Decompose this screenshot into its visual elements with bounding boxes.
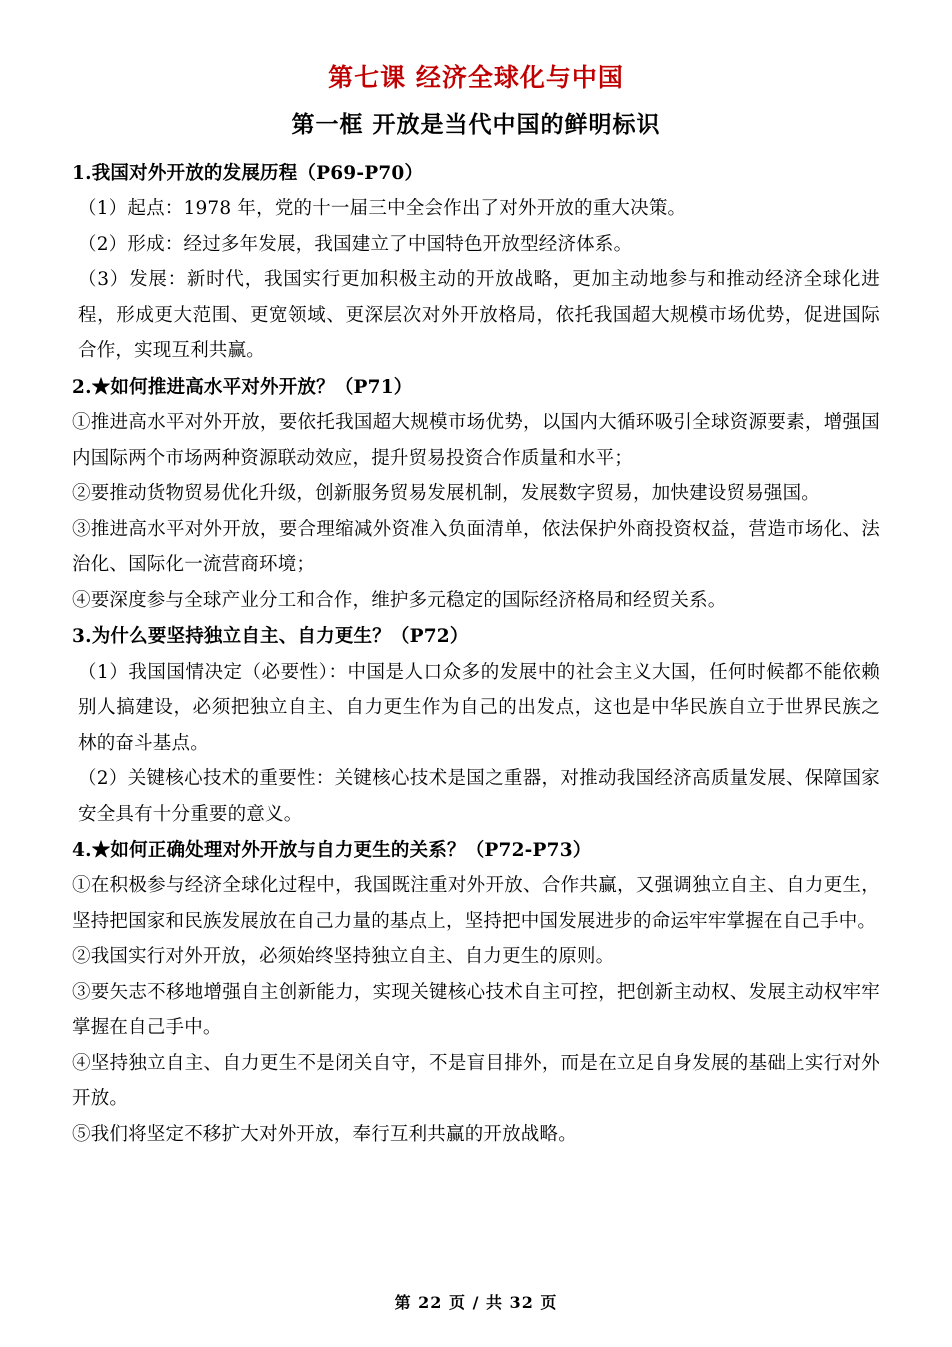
question-heading: 2.★如何推进高水平对外开放？（P71） bbox=[72, 376, 413, 398]
section-title: 第一框 开放是当代中国的鲜明标识 bbox=[291, 111, 661, 138]
page-title: 第七课 经济全球化与中国 bbox=[328, 63, 624, 92]
body-paragraph: ④要深度参与全球产业分工和合作，维护多元稳定的国际经济格局和经贸关系。 bbox=[72, 589, 727, 611]
body-paragraph: ④坚持独立自主、自力更生不是闭关自守，不是盲目排外，而是在立足自身发展的基础上实行对外开放。 bbox=[72, 1052, 880, 1110]
body-paragraph: ③推进高水平对外开放，要合理缩减外资准入负面清单，依法保护外商投资权益，营造市场化、法治化、国际化一流营商环境； bbox=[72, 518, 880, 576]
body-paragraph: （3）发展：新时代，我国实行更加积极主动的开放战略，更加主动地参与和推动经济全球化进程，形成更大范围、更宽领域、更深层次对外开放格局，依托我国超大规模市场优势，促进国际合作，实现互利共赢。 bbox=[78, 269, 880, 362]
body-paragraph: （2）形成：经过多年发展，我国建立了中国特色开放型经济体系。 bbox=[78, 233, 633, 255]
body-paragraph: （1）起点：1978 年，党的十一届三中全会作出了对外开放的重大决策。 bbox=[78, 198, 687, 220]
body-paragraph: （1）我国国情决定（必要性）：中国是人口众多的发展中的社会主义大国，任何时候都不能依赖别人搞建设，必须把独立自主、自力更生作为自己的出发点，这也是中华民族自立于世界民族之林的奋斗基点。 bbox=[78, 661, 880, 754]
body-paragraph: ②我国实行对外开放，必须始终坚持独立自主、自力更生的原则。 bbox=[72, 946, 615, 968]
body-paragraph: （2）关键核心技术的重要性：关键核心技术是国之重器，对推动我国经济高质量发展、保障国家安全具有十分重要的意义。 bbox=[78, 768, 880, 825]
body-paragraph: ③要矢志不移地增强自主创新能力，实现关键核心技术自主可控，把创新主动权、发展主动权牢牢掌握在自己手中。 bbox=[72, 981, 880, 1039]
page-footer: 第 22 页 / 共 32 页 bbox=[394, 1293, 558, 1312]
body-paragraph: ①在积极参与经济全球化过程中，我国既注重对外开放、合作共赢，又强调独立自主、自力更生，坚持把国家和民族发展放在自己力量的基点上，坚持把中国发展进步的命运牢牢掌握在自己手中。 bbox=[72, 875, 880, 932]
body-paragraph: ⑤我们将坚定不移扩大对外开放，奉行互利共赢的开放战略。 bbox=[72, 1123, 577, 1145]
question-heading: 3.为什么要坚持独立自主、自力更生？（P72） bbox=[72, 626, 469, 648]
question-heading: 4.★如何正确处理对外开放与自力更生的关系？（P72-P73） bbox=[72, 840, 592, 862]
document-body bbox=[72, 157, 880, 1152]
body-paragraph: ②要推动货物贸易优化升级，创新服务贸易发展机制，发展数字贸易，加快建设贸易强国。 bbox=[72, 483, 821, 505]
question-heading: 1.我国对外开放的发展历程（P69-P70） bbox=[72, 163, 424, 185]
body-paragraph: ①推进高水平对外开放，要依托我国超大规模市场优势，以国内大循环吸引全球资源要素，增强国内国际两个市场两种资源联动效应，提升贸易投资合作质量和水平； bbox=[72, 412, 880, 469]
